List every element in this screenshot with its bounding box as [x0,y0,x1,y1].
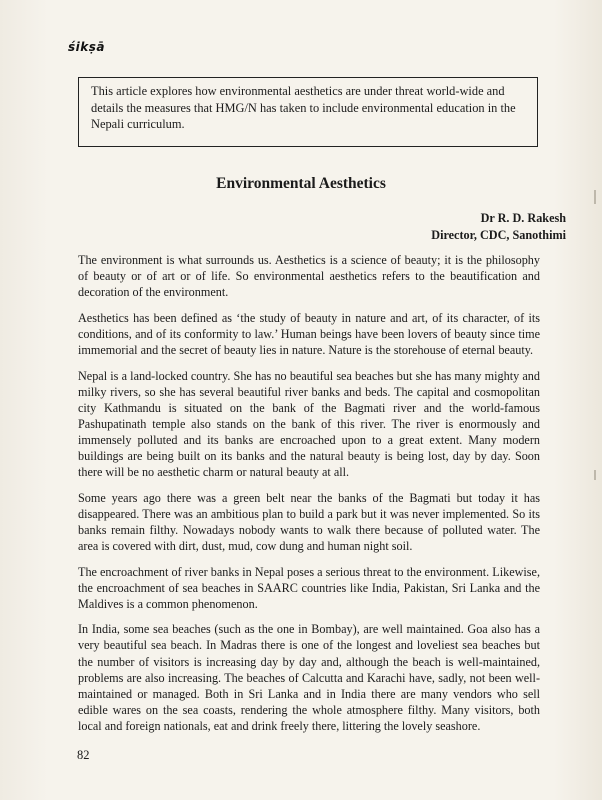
abstract-text: This article explores how environmental aesthetics are under threat world-wide and details the measures that HMG/N has taken to include environmental education in the Nepali curriculum. [91,84,516,131]
abstract-box [78,77,538,147]
paragraph: The environment is what surrounds us. Aesthetics is a science of beauty; it is the philosophy of beauty or of art or of life. So environmental aesthetics refers to the beautification and decoration of the environment. [78,253,540,300]
article-title: Environmental Aesthetics [216,175,386,192]
article-body [78,252,540,744]
page-number: 82 [77,748,90,762]
author-affiliation: Director, CDC, Sanothimi [431,228,566,242]
scan-edge-mark [594,190,596,204]
paragraph: Aesthetics has been defined as ‘the study of beauty in nature and art, of its character, of its conditions, and of its conformity to law.’ Human beings have been lovers of beauty since time immemorial and the secret of beauty lies in nature. Nature is the storehouse of eternal beauty. [78,310,540,357]
author-name: Dr R. D. Rakesh [480,211,566,225]
paragraph: The encroachment of river banks in Nepal poses a serious threat to the environment. Likewise, the encroachment of sea beaches in SAARC countries like India, Pakistan, Sri Lanka and the Maldives is a common phenomenon. [78,564,540,611]
paragraph: Some years ago there was a green belt near the banks of the Bagmati but today it has disappeared. There was an ambitious plan to build a park but it was never implemented. So its banks remain filthy. Nowadays nobody wants to walk there because of polluted water. The area is covered with dirt, dust, mud, cow dung and human night soil. [78,490,540,553]
journal-logo: śikṣā [68,40,105,54]
scan-edge-mark [594,470,596,480]
paragraph: Nepal is a land-locked country. She has no beautiful sea beaches but she has many mighty and milky rivers, so she has several beautiful river banks and beds. The capital and cosmopolitan city Kathmandu is situated on the bank of the Bagmati river and the world-famous Pashupatinath temple also stands on the bank of this river. The river is enormously and immensely polluted and its banks are encroached upon to a great extent. Many modern buildings are being built on its banks and the natural beauty is being lost, day by day. Soon there will be no aesthetic charm or natural beauty at all. [78,368,540,480]
paragraph: In India, some sea beaches (such as the one in Bombay), are well maintained. Goa also has a very beautiful sea beach. In Madras there is one of the longest and loveliest sea beaches but the number of visitors is increasing day by day and, although the beach is well-maintained, problems are also increasing. The beaches of Calcutta and Karachi have, sadly, not been well-maintained or managed. Both in Sri Lanka and in India there are many vendors who sell edible wares on the sea coasts, rendering the whole atmosphere filthy. Many visitors, both local and foreign nationals, eat and drink freely there, littering the lovely seashore. [78,622,540,733]
byline [431,210,566,244]
